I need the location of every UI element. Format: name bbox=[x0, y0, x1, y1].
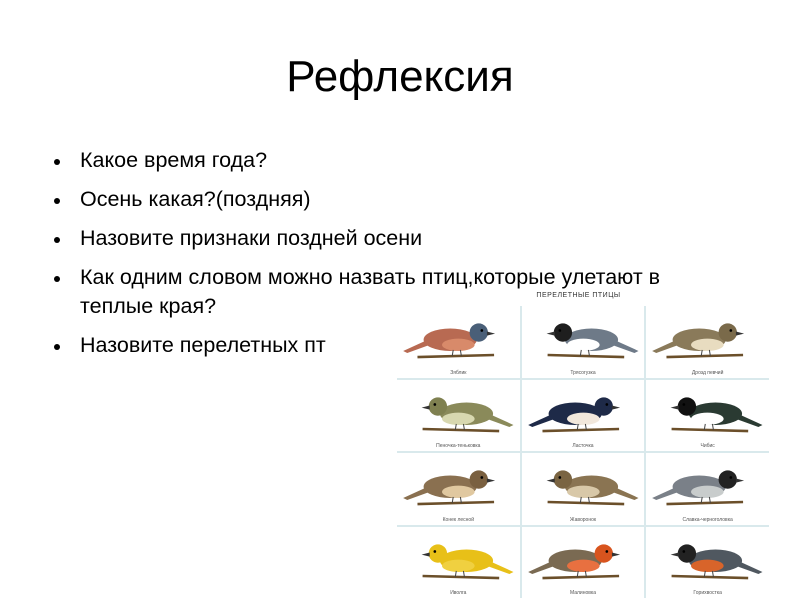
bird-illustration bbox=[397, 306, 520, 378]
bird-eye bbox=[480, 329, 483, 332]
bird-beak bbox=[612, 405, 620, 409]
bird-beak bbox=[736, 479, 744, 483]
bird-eye bbox=[558, 476, 561, 479]
bird-eye bbox=[730, 329, 733, 332]
bird-beak bbox=[671, 552, 679, 556]
bird-eye bbox=[605, 550, 608, 553]
bird-head bbox=[594, 544, 612, 562]
bird-card bbox=[397, 306, 520, 378]
bird-caption: Славка-черноголовка bbox=[682, 516, 733, 523]
bird-card bbox=[397, 527, 520, 599]
bird-head bbox=[678, 544, 696, 562]
bird-beak bbox=[671, 405, 679, 409]
branch-shape bbox=[547, 355, 624, 357]
bird-eye bbox=[605, 403, 608, 406]
bird-eye bbox=[683, 550, 686, 553]
bird-head bbox=[719, 323, 737, 341]
branch-shape bbox=[667, 502, 744, 504]
bird-belly bbox=[442, 339, 475, 351]
bird-belly bbox=[691, 339, 724, 351]
bird-caption: Зяблик bbox=[450, 369, 467, 376]
bird-head bbox=[553, 470, 571, 488]
bird-beak bbox=[487, 479, 495, 483]
bird-eye bbox=[683, 403, 686, 406]
bird-card bbox=[522, 453, 645, 525]
bird-beak bbox=[612, 552, 620, 556]
branch-shape bbox=[423, 576, 500, 578]
bullet-text: Назовите признаки поздней осени bbox=[80, 226, 423, 250]
bird-eye bbox=[434, 403, 437, 406]
bird-card bbox=[397, 380, 520, 452]
branch-shape bbox=[417, 355, 494, 357]
bird-card bbox=[646, 453, 769, 525]
bird-head bbox=[553, 323, 571, 341]
bullet-dot-icon bbox=[54, 276, 60, 282]
bird-illustration bbox=[397, 453, 520, 525]
bullet-text: Какое время года? bbox=[80, 148, 268, 172]
branch-shape bbox=[423, 429, 500, 431]
bird-eye bbox=[434, 550, 437, 553]
bird-belly bbox=[691, 559, 724, 571]
branch-shape bbox=[667, 355, 744, 357]
bird-eye bbox=[558, 329, 561, 332]
bullet-dot-icon bbox=[54, 198, 60, 204]
bullet-item bbox=[50, 224, 670, 253]
bird-caption: Малиновка bbox=[569, 590, 596, 596]
bird-belly bbox=[567, 339, 600, 351]
bird-caption: Конек лесной bbox=[442, 516, 474, 523]
bullet-text: Назовите перелетных пт bbox=[80, 333, 326, 357]
branch-shape bbox=[417, 502, 494, 504]
bird-illustration bbox=[646, 453, 769, 525]
bird-head bbox=[719, 470, 737, 488]
bird-beak bbox=[422, 405, 430, 409]
branch-shape bbox=[672, 576, 749, 578]
bird-beak bbox=[546, 332, 554, 336]
bird-belly bbox=[567, 412, 600, 424]
bird-caption: Трясогузка bbox=[570, 369, 596, 376]
bird-belly bbox=[442, 412, 475, 424]
bird-belly bbox=[567, 559, 600, 571]
bird-eye bbox=[480, 476, 483, 479]
bird-illustration bbox=[522, 453, 645, 525]
bird-beak bbox=[422, 552, 430, 556]
bird-head bbox=[470, 470, 488, 488]
bird-belly bbox=[567, 486, 600, 498]
bird-belly bbox=[691, 486, 724, 498]
bird-caption: Пеночка-теньковка bbox=[436, 443, 481, 449]
bird-illustration bbox=[646, 380, 769, 452]
bird-card bbox=[646, 527, 769, 599]
bird-illustration bbox=[646, 527, 769, 599]
bird-illustration bbox=[522, 380, 645, 452]
branch-shape bbox=[542, 576, 619, 578]
bird-caption: Ласточка bbox=[572, 443, 594, 449]
bird-caption: Дрозд певчий bbox=[691, 369, 724, 376]
bullet-dot-icon bbox=[54, 344, 60, 350]
bird-head bbox=[678, 397, 696, 415]
bird-head bbox=[429, 544, 447, 562]
slide-title: Рефлексия bbox=[286, 52, 514, 101]
branch-shape bbox=[542, 429, 619, 431]
bird-belly bbox=[691, 412, 724, 424]
branch-shape bbox=[672, 429, 749, 431]
bird-caption: Горихвостка bbox=[693, 590, 722, 596]
bird-illustration bbox=[646, 306, 769, 378]
bird-card bbox=[522, 380, 645, 452]
bird-head bbox=[429, 397, 447, 415]
bird-caption: Иволга bbox=[450, 590, 467, 596]
bird-card bbox=[397, 453, 520, 525]
bullet-dot-icon bbox=[54, 237, 60, 243]
bird-illustration bbox=[397, 380, 520, 452]
bullet-item bbox=[50, 146, 670, 175]
bird-card bbox=[522, 306, 645, 378]
bird-card bbox=[522, 527, 645, 599]
bird-caption: Чибис bbox=[700, 443, 715, 449]
bird-belly bbox=[442, 486, 475, 498]
bird-beak bbox=[736, 332, 744, 336]
branch-shape bbox=[547, 502, 624, 504]
bird-illustration bbox=[522, 527, 645, 599]
bird-caption: Жаворонок bbox=[569, 516, 597, 523]
bullet-dot-icon bbox=[54, 159, 60, 165]
bullet-text: Как одним словом можно назвать птиц,которые улетают в теплые края? bbox=[80, 265, 661, 318]
bird-card bbox=[646, 306, 769, 378]
bird-card bbox=[646, 380, 769, 452]
bullet-text: Осень какая?(поздняя) bbox=[80, 187, 311, 211]
bird-illustration bbox=[397, 527, 520, 599]
birds-grid bbox=[397, 306, 769, 598]
bird-illustration bbox=[522, 306, 645, 378]
bullet-item bbox=[50, 185, 670, 214]
bird-head bbox=[594, 397, 612, 415]
bird-beak bbox=[487, 332, 495, 336]
bird-eye bbox=[730, 476, 733, 479]
migratory-birds-image bbox=[387, 290, 770, 600]
bird-head bbox=[470, 323, 488, 341]
bird-belly bbox=[442, 559, 475, 571]
birds-panel-heading: ПЕРЕЛЕТНЫЕ ПТИЦЫ bbox=[536, 292, 621, 299]
bird-beak bbox=[546, 479, 554, 483]
